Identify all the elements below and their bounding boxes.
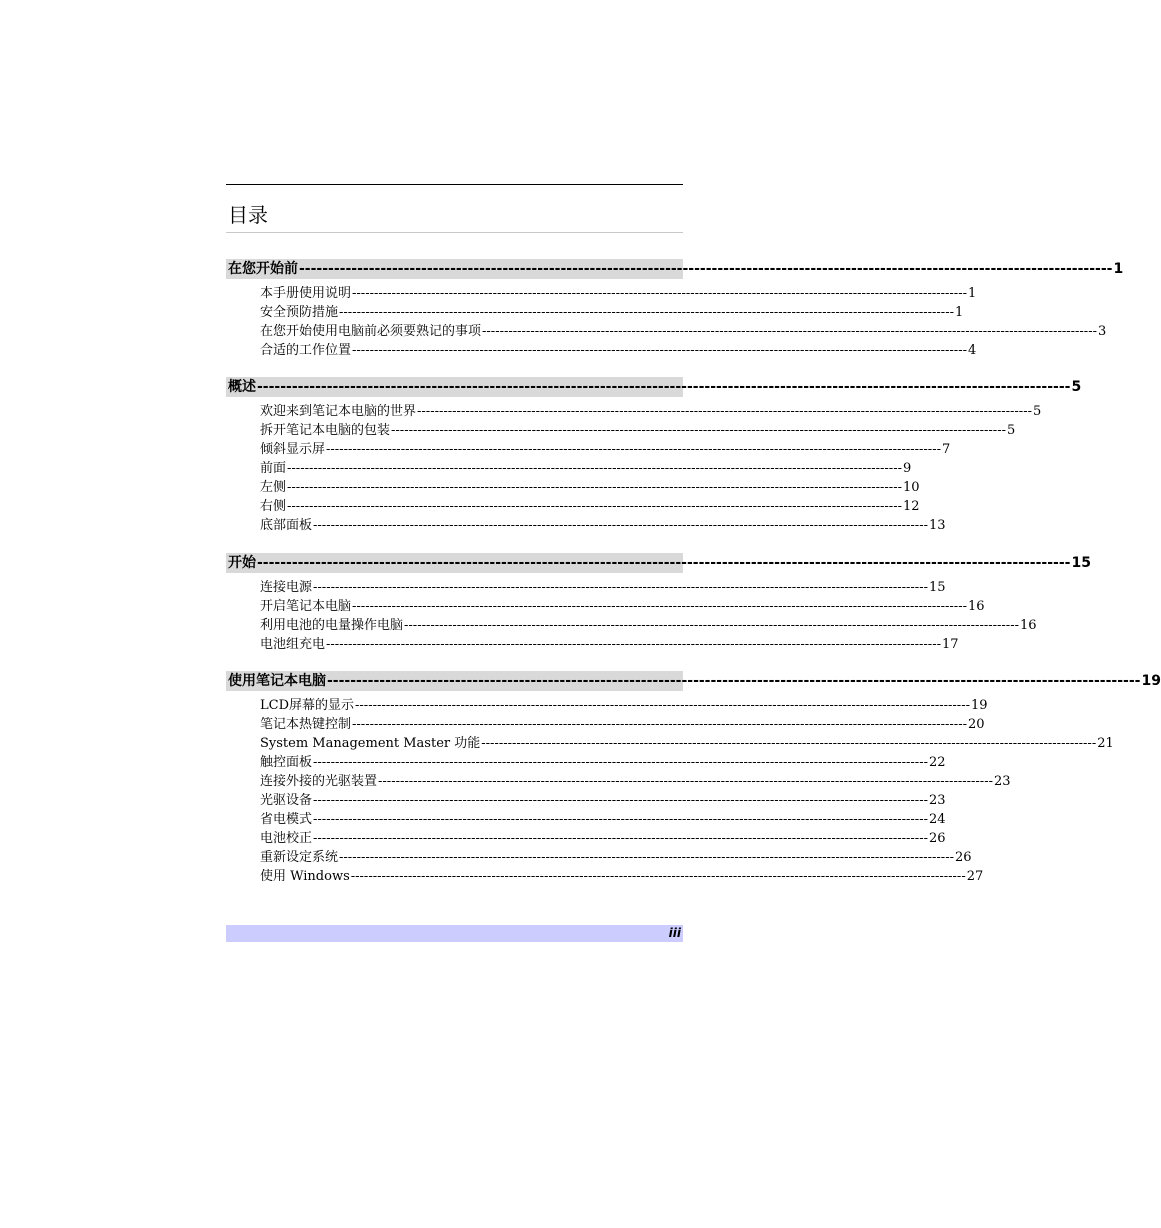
entry-title: 欢迎来到笔记本电脑的世界 [260, 404, 417, 419]
entry-title: 使用 Windows [260, 869, 350, 884]
dot-leader: -------------------------------------------------------------------------------------------------------------------------------------------- [352, 286, 967, 301]
toc-section [226, 671, 1161, 886]
toc-entry[interactable] [260, 322, 1107, 341]
section-title: 使用笔记本电脑 [228, 673, 326, 689]
entry-title: LCD屏幕的显示 [260, 698, 355, 713]
entry-page: 24 [928, 812, 946, 827]
entry-title: 前面 [260, 461, 287, 476]
dot-leader: -------------------------------------------------------------------------------------------------------------------------------------------- [352, 343, 967, 358]
dot-leader: -------------------------------------------------------------------------------------------------------------------------------------------- [404, 618, 1019, 633]
toc-entry[interactable] [260, 810, 946, 829]
dot-leader: -------------------------------------------------------------------------------------------------------------------------------------------- [326, 637, 941, 652]
section-title: 在您开始前 [228, 261, 298, 277]
toc-entry[interactable] [260, 635, 959, 654]
dot-leader: -------------------------------------------------------------------------------------------------------------------------------------------- [417, 404, 1032, 419]
entry-page: 9 [902, 461, 912, 476]
entry-title: 左侧 [260, 480, 287, 495]
toc-section [226, 259, 1124, 360]
toc-entry[interactable] [260, 597, 985, 616]
entry-title: 安全预防措施 [260, 305, 339, 320]
dot-leader: -------------------------------------------------------------------------------------------------------------------------------------------- [287, 499, 902, 514]
entry-title: 底部面板 [260, 518, 313, 533]
entry-page: 26 [954, 850, 972, 865]
dot-leader: -------------------------------------------------------------------------------------------------------------------------------------------- [299, 261, 1113, 277]
footer-page-number: iii [226, 925, 683, 942]
entry-title: 重新设定系统 [260, 850, 339, 865]
entry-page: 27 [966, 869, 984, 884]
entry-page: 12 [902, 499, 920, 514]
entry-title: 开启笔记本电脑 [260, 599, 352, 614]
toc-title: 目录 [228, 203, 268, 227]
dot-leader: -------------------------------------------------------------------------------------------------------------------------------------------- [313, 755, 928, 770]
entry-title: 光驱设备 [260, 793, 313, 808]
section-page: 1 [1113, 261, 1124, 277]
entry-title: 利用电池的电量操作电脑 [260, 618, 404, 633]
dot-leader: -------------------------------------------------------------------------------------------------------------------------------------------- [352, 599, 967, 614]
dot-leader: -------------------------------------------------------------------------------------------------------------------------------------------- [327, 673, 1141, 689]
dot-leader: -------------------------------------------------------------------------------------------------------------------------------------------- [355, 698, 970, 713]
entry-title: 右侧 [260, 499, 287, 514]
toc-entry[interactable] [260, 734, 1114, 753]
title-rule [226, 232, 683, 233]
entry-title: 电池组充电 [260, 637, 326, 652]
entry-page: 15 [928, 580, 946, 595]
dot-leader: -------------------------------------------------------------------------------------------------------------------------------------------- [352, 717, 967, 732]
dot-leader: -------------------------------------------------------------------------------------------------------------------------------------------- [313, 580, 928, 595]
section-page: 5 [1071, 379, 1082, 395]
dot-leader: -------------------------------------------------------------------------------------------------------------------------------------------- [391, 423, 1006, 438]
entry-page: 1 [967, 286, 977, 301]
dot-leader: -------------------------------------------------------------------------------------------------------------------------------------------- [257, 379, 1071, 395]
dot-leader: -------------------------------------------------------------------------------------------------------------------------------------------- [287, 461, 902, 476]
entry-page: 16 [967, 599, 985, 614]
section-page: 15 [1071, 555, 1091, 571]
toc-entry[interactable] [260, 829, 946, 848]
toc-entry[interactable] [260, 421, 1016, 440]
toc-entry[interactable] [260, 516, 946, 535]
section-page: 19 [1141, 673, 1161, 689]
entry-title: 在您开始使用电脑前必须要熟记的事项 [260, 324, 482, 339]
entry-title: 本手册使用说明 [260, 286, 352, 301]
toc-entry[interactable] [260, 402, 1042, 421]
toc-section [226, 377, 1082, 535]
entry-page: 5 [1006, 423, 1016, 438]
dot-leader: -------------------------------------------------------------------------------------------------------------------------------------------- [287, 480, 902, 495]
toc-entry[interactable] [260, 341, 977, 360]
toc-entry[interactable] [260, 696, 988, 715]
top-rule [226, 184, 683, 185]
entry-page: 26 [928, 831, 946, 846]
toc-entry[interactable] [260, 867, 984, 886]
entry-page: 1 [954, 305, 964, 320]
entry-title: 笔记本热键控制 [260, 717, 352, 732]
entry-page: 5 [1032, 404, 1042, 419]
section-heading[interactable] [226, 377, 1082, 397]
dot-leader: -------------------------------------------------------------------------------------------------------------------------------------------- [481, 736, 1097, 751]
entry-page: 13 [928, 518, 946, 533]
entry-title: 连接外接的光驱装置 [260, 774, 378, 789]
entry-page: 16 [1019, 618, 1037, 633]
dot-leader: -------------------------------------------------------------------------------------------------------------------------------------------- [313, 793, 928, 808]
dot-leader: -------------------------------------------------------------------------------------------------------------------------------------------- [326, 442, 941, 457]
dot-leader: -------------------------------------------------------------------------------------------------------------------------------------------- [350, 869, 966, 884]
entry-page: 20 [967, 717, 985, 732]
toc-entry[interactable] [260, 753, 946, 772]
entry-page: 3 [1097, 324, 1107, 339]
dot-leader: -------------------------------------------------------------------------------------------------------------------------------------------- [339, 850, 954, 865]
toc-entry[interactable] [260, 459, 912, 478]
dot-leader: -------------------------------------------------------------------------------------------------------------------------------------------- [378, 774, 993, 789]
toc-entry[interactable] [260, 791, 946, 810]
section-title: 开始 [228, 555, 256, 571]
entry-title: 电池校正 [260, 831, 313, 846]
dot-leader: -------------------------------------------------------------------------------------------------------------------------------------------- [257, 555, 1071, 571]
entry-page: 19 [970, 698, 988, 713]
entry-page: 23 [928, 793, 946, 808]
toc-entry[interactable] [260, 478, 920, 497]
toc-entry[interactable] [260, 440, 951, 459]
entry-page: 17 [941, 637, 959, 652]
entry-title: 省电模式 [260, 812, 313, 827]
toc-entry[interactable] [260, 715, 985, 734]
entry-page: 10 [902, 480, 920, 495]
entry-title: 连接电源 [260, 580, 313, 595]
entry-title: 拆开笔记本电脑的包装 [260, 423, 391, 438]
entry-title: System Management Master 功能 [260, 736, 481, 751]
toc-entry[interactable] [260, 772, 1011, 791]
entry-page: 7 [941, 442, 951, 457]
section-heading[interactable] [226, 671, 1161, 691]
toc-entry[interactable] [260, 497, 920, 516]
toc-entry[interactable] [260, 303, 964, 322]
entry-page: 4 [967, 343, 977, 358]
toc-section [226, 553, 1091, 654]
dot-leader: -------------------------------------------------------------------------------------------------------------------------------------------- [339, 305, 954, 320]
section-title: 概述 [228, 379, 256, 395]
entry-page: 22 [928, 755, 946, 770]
dot-leader: -------------------------------------------------------------------------------------------------------------------------------------------- [313, 812, 928, 827]
section-heading[interactable] [226, 553, 1091, 573]
entry-title: 合适的工作位置 [260, 343, 352, 358]
toc-entry[interactable] [260, 616, 1037, 635]
toc-entry[interactable] [260, 578, 946, 597]
entry-title: 倾斜显示屏 [260, 442, 326, 457]
dot-leader: -------------------------------------------------------------------------------------------------------------------------------------------- [313, 831, 928, 846]
dot-leader: -------------------------------------------------------------------------------------------------------------------------------------------- [482, 324, 1097, 339]
entry-page: 21 [1097, 736, 1114, 751]
dot-leader: -------------------------------------------------------------------------------------------------------------------------------------------- [313, 518, 928, 533]
entry-title: 触控面板 [260, 755, 313, 770]
toc-entry[interactable] [260, 848, 972, 867]
entry-page: 23 [993, 774, 1011, 789]
section-heading[interactable] [226, 259, 1124, 279]
toc-entry[interactable] [260, 284, 977, 303]
